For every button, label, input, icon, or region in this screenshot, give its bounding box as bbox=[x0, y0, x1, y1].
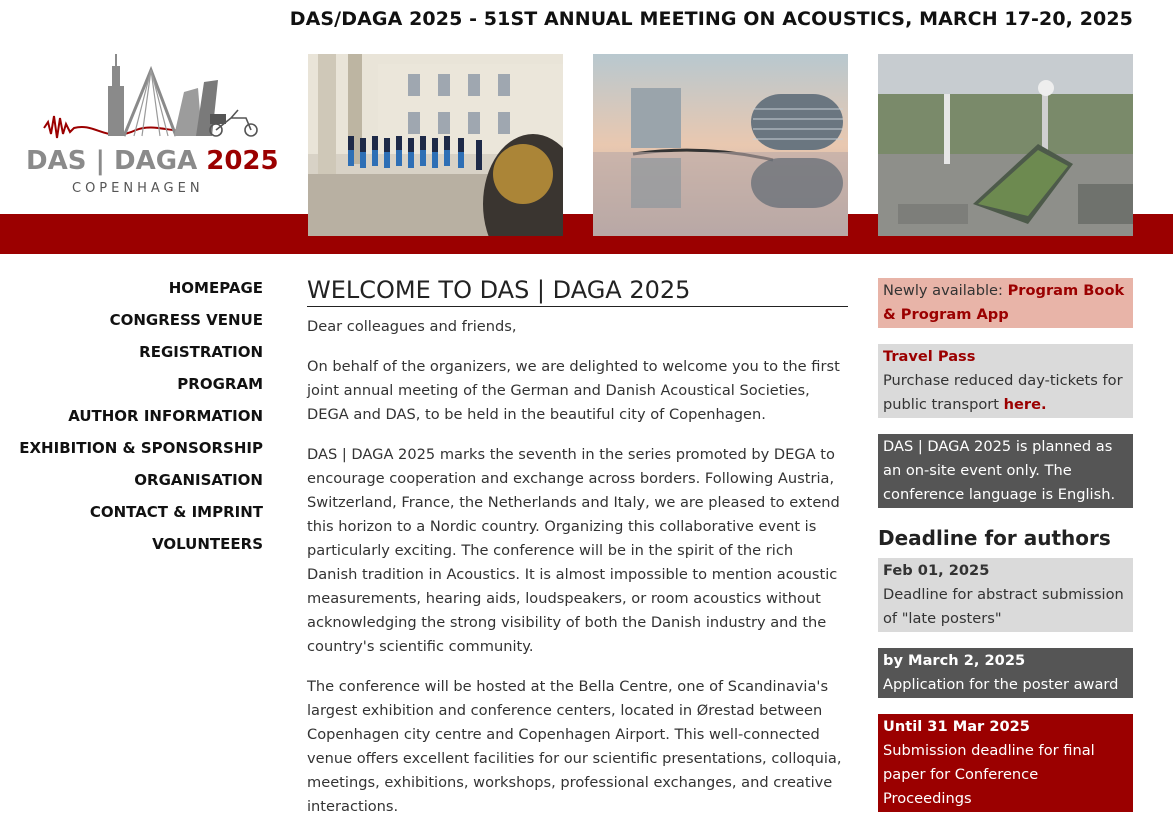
deadline-item bbox=[878, 558, 1133, 632]
header-photo-copenhill bbox=[878, 54, 1133, 236]
nav-item-congress-venue[interactable]: CONGRESS VENUE bbox=[109, 311, 263, 329]
nav-item-author-information[interactable]: AUTHOR INFORMATION bbox=[68, 407, 263, 425]
deadlines-heading: Deadline for authors bbox=[878, 526, 1111, 550]
conference-logo[interactable] bbox=[26, 52, 279, 202]
program-book-notice bbox=[878, 278, 1133, 328]
deadline-item bbox=[878, 648, 1133, 698]
nav-item-contact-imprint[interactable]: CONTACT & IMPRINT bbox=[89, 503, 263, 521]
travel-pass-box bbox=[878, 344, 1133, 418]
sidebar bbox=[878, 278, 1133, 828]
series-paragraph: DAS | DAGA 2025 marks the seventh in the series promoted by DEGA to encourage cooperation and exchange across borders. Following Austria, Switzerland, France, the Netherlands and Italy, we are pleased to extend this horizon to a Nordic country. Organizing this collaborative event is particularly exciting. The conference will be in the spirit of the rich Danish tradition in Acoustics. It is almost impossible to mention acoustic measurements, hearing aids, loudspeakers, or room acoustics without acknowledging the strong visibility of both the Danish industry and the country's scientific community. bbox=[307, 446, 840, 655]
logo-graphic-icon bbox=[26, 52, 276, 147]
program-book-prefix: Newly available: bbox=[883, 282, 1008, 299]
deadline-date: Until 31 Mar 2025 bbox=[883, 718, 1030, 735]
deadline-date: by March 2, 2025 bbox=[883, 652, 1026, 669]
deadline-text: Application for the poster award bbox=[883, 676, 1119, 693]
venue-paragraph: The conference will be hosted at the Bella Centre, one of Scandinavia's largest exhibition and conference centers, located in Ørestad between Copenhagen city centre and Copenhagen Airport. This well-connected venue offers excellent facilities for our scientific presentations, colloquia, meetings, exhibitions, workshops, professional exchanges, and creative interactions. bbox=[307, 678, 842, 815]
deadline-text: Submission deadline for final paper for Conference Proceedings bbox=[883, 742, 1095, 807]
deadline-text: Deadline for abstract submission of "late posters" bbox=[883, 586, 1124, 627]
deadline-item bbox=[878, 714, 1133, 812]
intro-paragraph: On behalf of the organizers, we are delighted to welcome you to the first joint annual meeting of the German and Danish Acoustical Societies, DEGA and DAS, to be held in the beautiful city of Copenhagen. bbox=[307, 358, 840, 423]
logo-wordmark bbox=[26, 146, 286, 176]
logo-das-text: DAS | DAGA bbox=[26, 146, 207, 176]
main-content bbox=[307, 274, 848, 835]
nav-item-registration[interactable]: REGISTRATION bbox=[139, 343, 263, 361]
header-photo-harbour bbox=[593, 54, 848, 236]
deadline-date: Feb 01, 2025 bbox=[883, 562, 990, 579]
main-navigation bbox=[19, 272, 263, 560]
nav-item-organisation[interactable]: ORGANISATION bbox=[134, 471, 263, 489]
nav-item-volunteers[interactable]: VOLUNTEERS bbox=[152, 535, 263, 553]
logo-year-text: 2025 bbox=[206, 146, 279, 176]
travel-pass-title: Travel Pass bbox=[883, 348, 976, 365]
greeting-text: Dear colleagues and friends, bbox=[307, 318, 517, 335]
nav-item-program[interactable]: PROGRAM bbox=[177, 375, 263, 393]
program-book-link[interactable]: Program Book & Program App bbox=[883, 282, 1125, 323]
page-header-title: DAS/DAGA 2025 - 51ST ANNUAL MEETING ON ACOUSTICS, MARCH 17-20, 2025 bbox=[289, 8, 1133, 30]
travel-pass-link[interactable]: here. bbox=[1003, 396, 1047, 413]
travel-pass-text: Purchase reduced day-tickets for public transport bbox=[883, 372, 1123, 413]
header-photo-guards bbox=[308, 54, 563, 236]
page-title: WELCOME TO DAS | DAGA 2025 bbox=[307, 274, 848, 307]
onsite-notice: DAS | DAGA 2025 is planned as an on-site event only. The conference language is English. bbox=[878, 434, 1133, 508]
logo-city: COPENHAGEN bbox=[72, 181, 204, 196]
nav-item-exhibition-sponsorship[interactable]: EXHIBITION & SPONSORSHIP bbox=[19, 439, 263, 457]
nav-item-homepage[interactable]: HOMEPAGE bbox=[168, 279, 263, 297]
